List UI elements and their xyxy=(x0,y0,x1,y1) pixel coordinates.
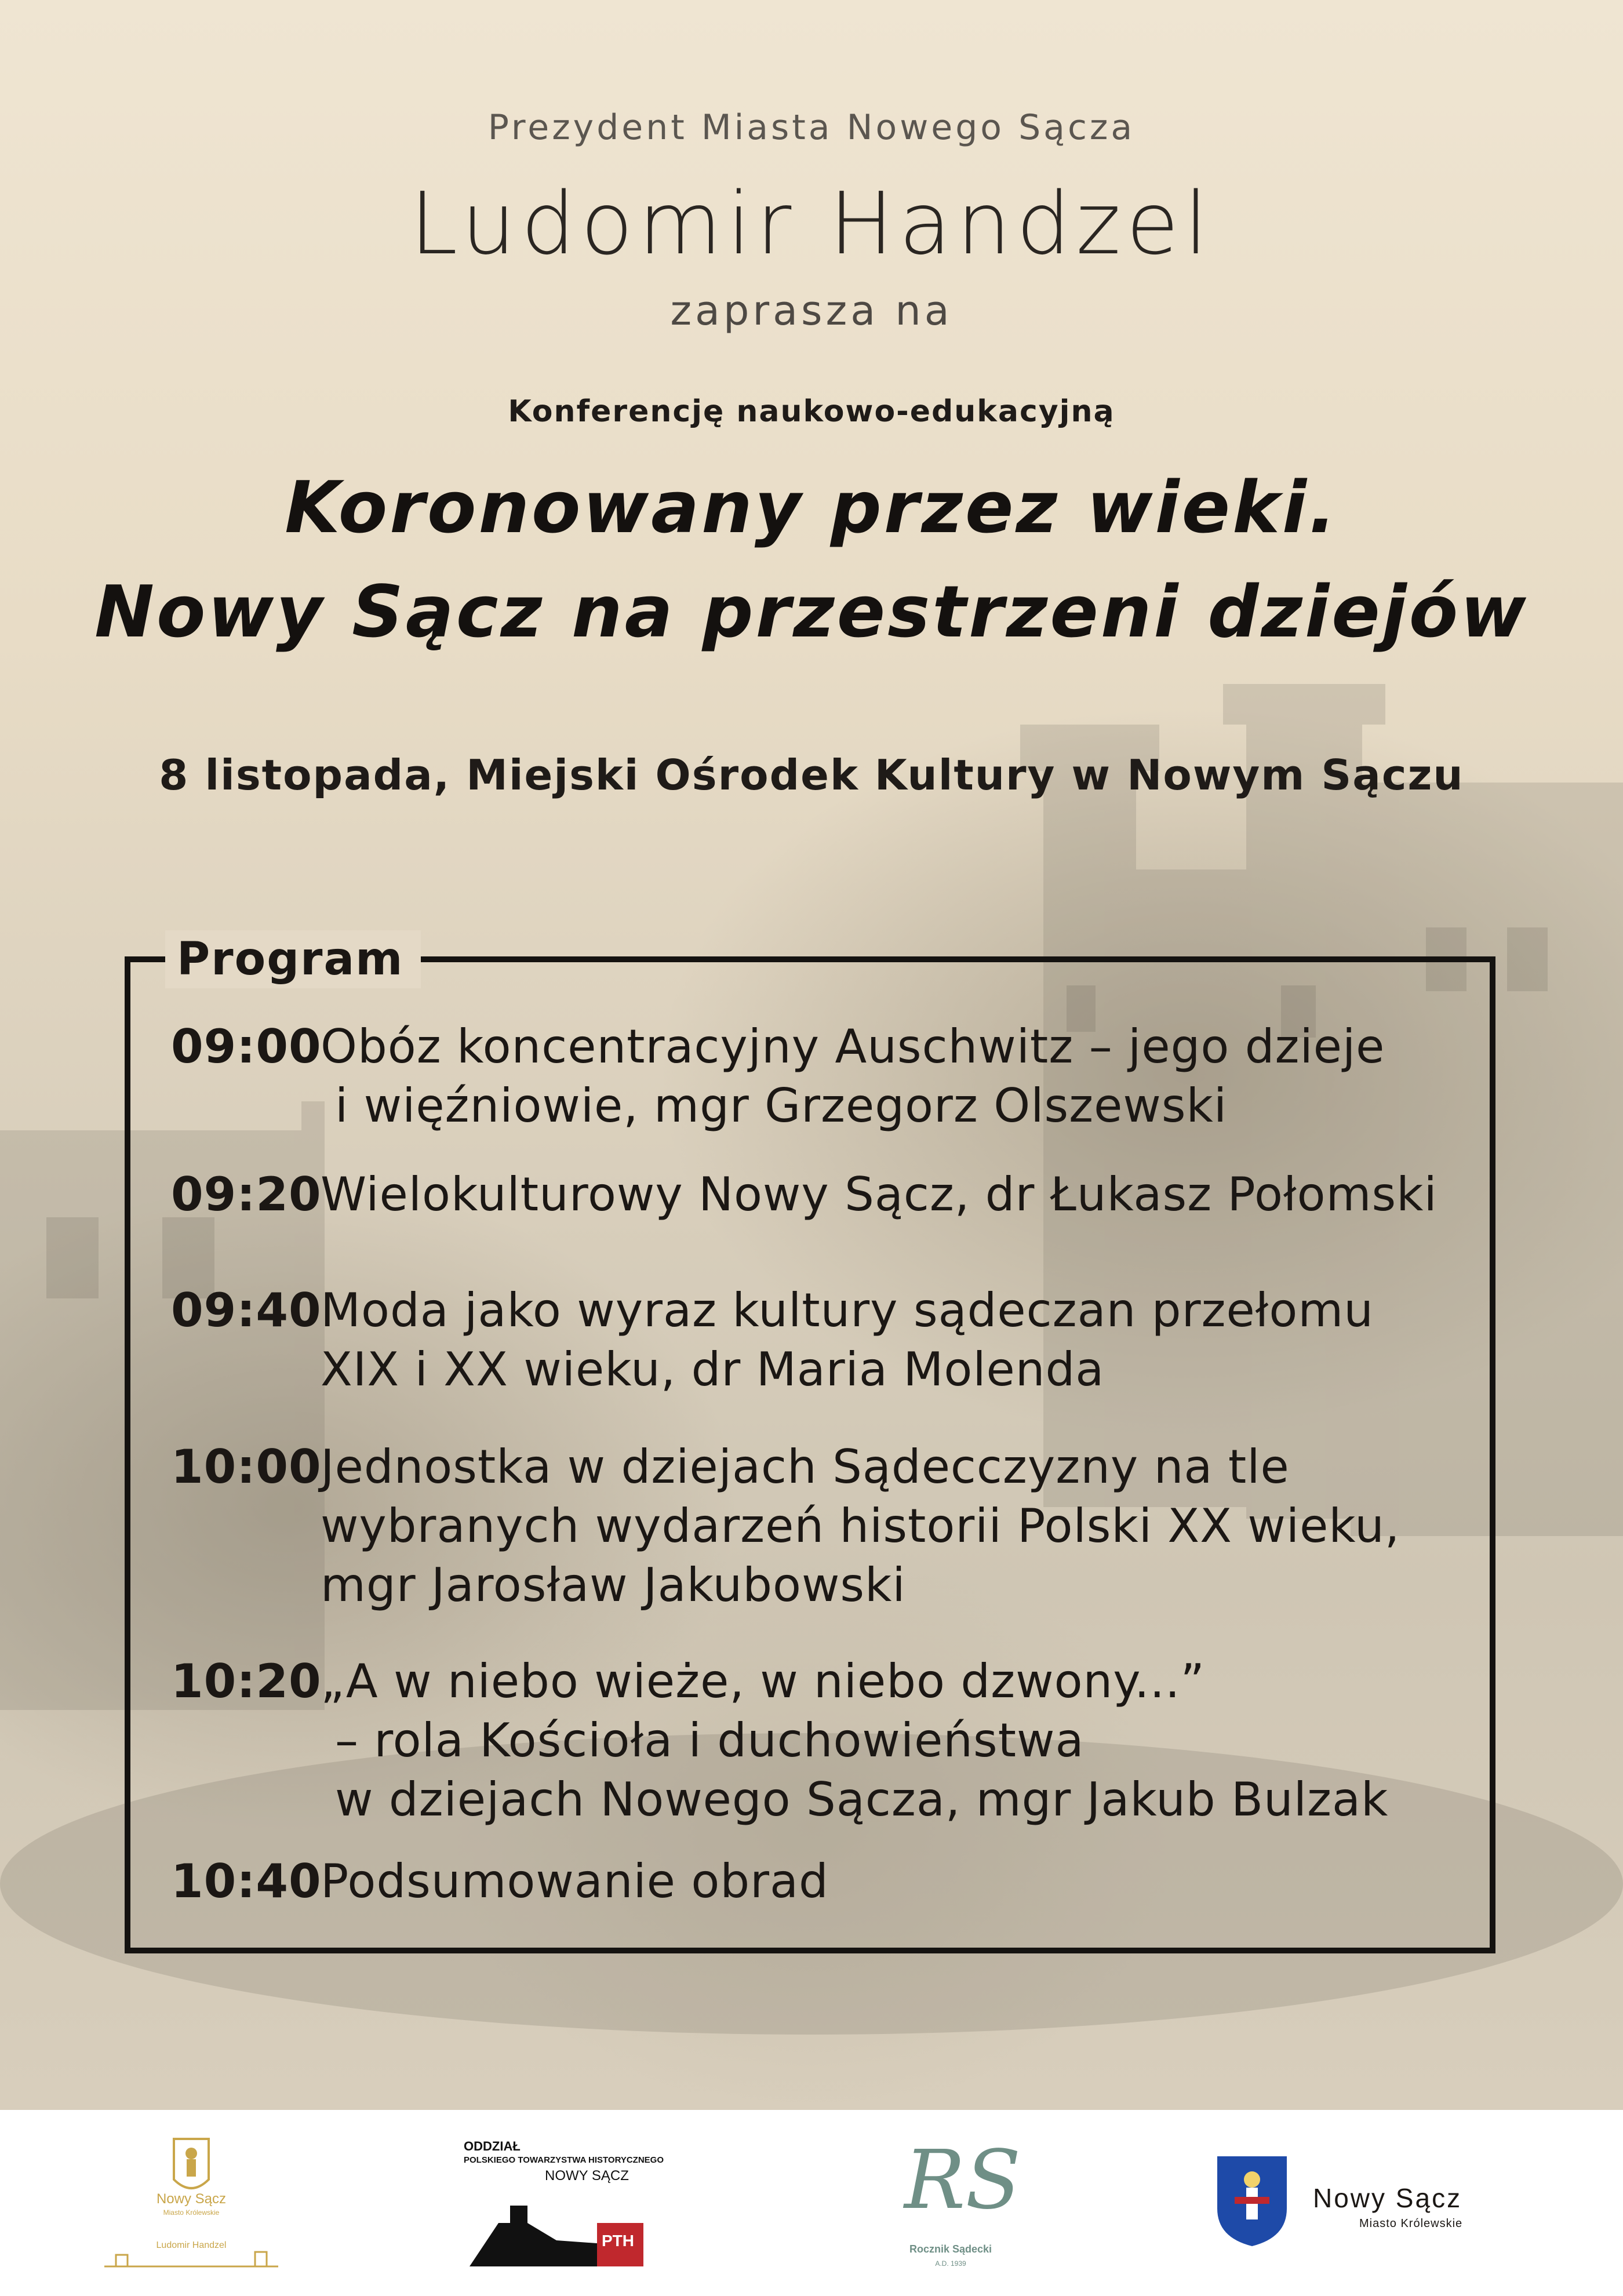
conference-title-line1: Koronowany przez wieki. xyxy=(285,467,1338,550)
item-description: „A w niebo wieże, w niebo dzwony...” – rola Kościoła i duchowieństwa w dziejach Nowego Sącza, mgr Jakub Bulzak xyxy=(321,1654,1389,1826)
logo1-city: Nowy Sącz xyxy=(156,2191,227,2207)
logo3-name: Rocznik Sądecki xyxy=(909,2243,992,2255)
conference-type: Konferencję naukowo-edukacyjną xyxy=(508,394,1115,429)
item-time: 10:40 xyxy=(171,1854,322,1908)
item-time: 10:20 xyxy=(171,1654,322,1708)
conference-title-line2: Nowy Sącz na przestrzeni dziejów xyxy=(94,571,1529,654)
item-description: Wielokulturowy Nowy Sącz, dr Łukasz Połomski xyxy=(321,1167,1438,1221)
logo2-line2: POLSKIEGO TOWARZYSTWA HISTORYCZNEGO xyxy=(464,2155,664,2165)
item-time: 10:00 xyxy=(171,1440,322,1494)
city-shield-icon xyxy=(1211,2151,1293,2249)
logo3-year: A.D. 1939 xyxy=(935,2259,966,2268)
logo2-line1: ODDZIAŁ xyxy=(464,2139,521,2153)
invite-text: zaprasza na xyxy=(670,287,953,334)
logo-nowy-sacz-city xyxy=(1211,2151,1513,2255)
logo-city-president xyxy=(93,2133,290,2272)
program-box xyxy=(125,933,1495,1953)
castle-silhouette-icon xyxy=(464,2188,655,2269)
logo-rocznik-sadecki xyxy=(893,2127,1021,2278)
rs-monogram-icon: RS xyxy=(904,2133,1021,2228)
logo2-line3: NOWY SĄCZ xyxy=(545,2168,629,2184)
item-time: 09:40 xyxy=(171,1283,322,1337)
date-place: 8 listopada, Miejski Ośrodek Kultury w Nowym Sączu xyxy=(159,751,1464,799)
item-time: 09:20 xyxy=(171,1167,322,1221)
logo1-person: Ludomir Handzel xyxy=(156,2240,227,2250)
logo1-sub: Miasto Królewskie xyxy=(163,2208,220,2217)
president-line: Prezydent Miasta Nowego Sącza xyxy=(487,107,1136,148)
president-name: Ludomir Handzel xyxy=(410,174,1213,274)
item-description: Obóz koncentracyjny Auschwitz – jego dzieje i więźniowie, mgr Grzegorz Olszewski xyxy=(321,1020,1385,1133)
item-description: Podsumowanie obrad xyxy=(321,1854,829,1908)
logo4-city: Nowy Sącz xyxy=(1313,2183,1462,2213)
footer-logos xyxy=(0,2110,1623,2296)
logo-pth xyxy=(464,2139,664,2272)
logo4-sub: Miasto Królewskie xyxy=(1359,2217,1463,2230)
item-description: Moda jako wyraz kultury sądeczan przełomu XIX i XX wieku, dr Maria Molenda xyxy=(321,1283,1374,1396)
item-description: Jednostka w dziejach Sądecczyzny na tle wybranych wydarzeń historii Polski XX wieku, mgr Jarosław Jakubowski xyxy=(321,1440,1400,1612)
item-time: 09:00 xyxy=(171,1020,322,1074)
program-label: Program xyxy=(165,930,421,988)
logo2-mark: PTH xyxy=(602,2232,634,2250)
